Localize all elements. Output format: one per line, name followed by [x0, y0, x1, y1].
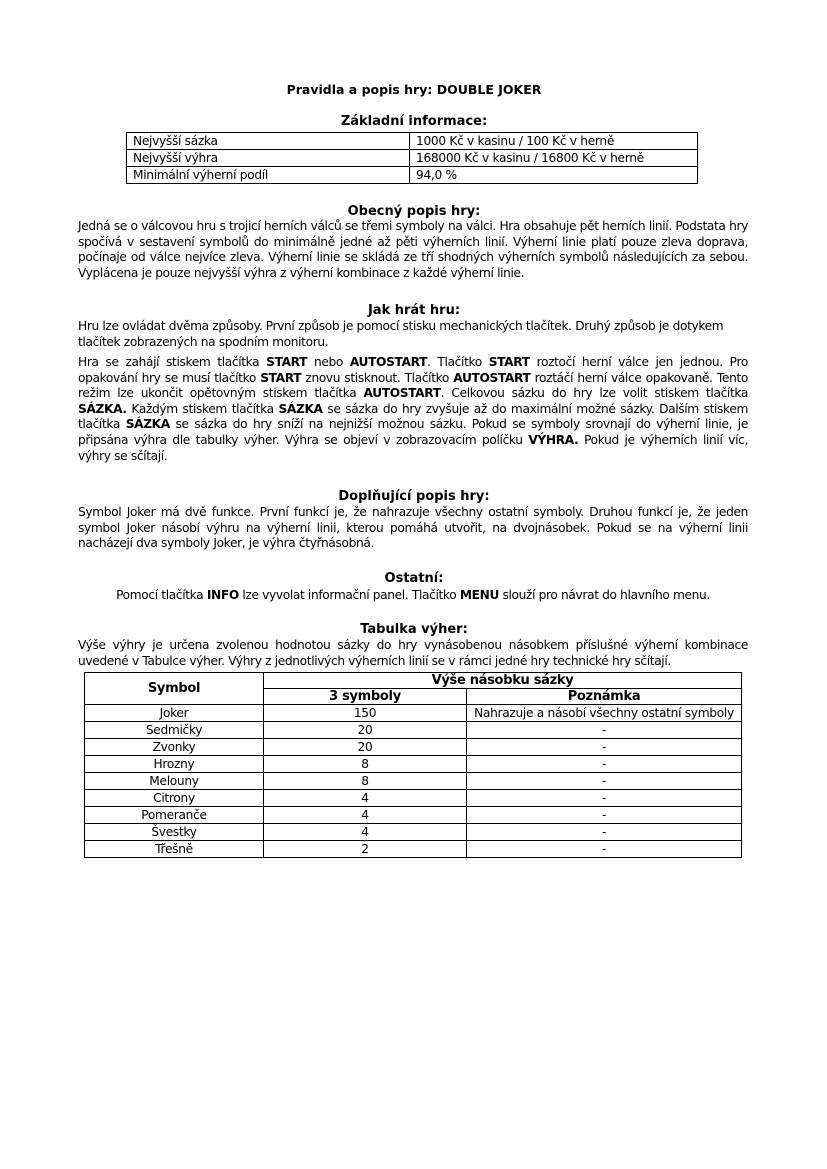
- general-text: Jedná se o válcovou hru s trojicí herních válců se třemi symboly na válci. Hra obsahuje pět herních linií. Podstata hry spočívá v sestavení symbolů do minimálně jedné až pěti výherních linií. Výherní linie platí pouze zleva doprava, počínaje od válce nejvíce zleva. Výherní linie se skládá ze tří shodných výherních symbolů následujících za sebou. Vyplácena je pouze nejvyšší výhra z výherní kombinace z každé výherní linie.: [78, 219, 748, 280]
- table-row: [85, 756, 742, 773]
- col-3-symbols: 3 symboly: [264, 689, 467, 705]
- bold-keyword: START: [488, 355, 530, 369]
- cell-symbol: Zvonky: [85, 739, 264, 756]
- cell-symbol: Hrozny: [85, 756, 264, 773]
- table-header-row: [85, 673, 742, 689]
- other-text: [78, 588, 748, 604]
- info-value: 168000 Kč v kasinu / 16800 Kč v herně: [410, 150, 698, 167]
- text-span: Pokud je výherních linií víc, výhry se sčítají.: [78, 432, 748, 463]
- cell-symbol: Melouny: [85, 773, 264, 790]
- text-span: Pomocí tlačítka: [116, 588, 207, 602]
- text-span: nebo: [307, 355, 350, 369]
- cell-x3: 2: [264, 841, 467, 858]
- bold-keyword: START: [260, 370, 302, 385]
- info-label: Nejvyšší výhra: [127, 150, 410, 167]
- additional-text: Symbol Joker má dvě funkce. První funkcí je, že nahrazuje všechny ostatní symboly. Druhou funkcí je, že jeden symbol Joker násobí výhru na výherní linii, kterou pomáhá utvořit, na dvojnásobek. Pokud se na výherní linii nacházejí dva symboly Joker, je výhra čtyřnásobná.: [78, 505, 748, 551]
- howto-text-1: Hru lze ovládat dvěma způsoby. První způsob je pomocí stisku mechanických tlačítek. Druhý způsob je dotykem tlačítek zobrazených na spodním monitoru.: [78, 319, 724, 349]
- text-span: roztáčí herní válce opakovaně. Tento režim lze ukončit opětovným stiskem tlačítka: [78, 370, 748, 401]
- text-span: roztočí herní válce jen jednou. Pro opakování hry se musí tlačítko: [78, 355, 748, 385]
- bold-keyword: SÁZKA.: [78, 401, 127, 416]
- info-value: 94,0 %: [410, 167, 698, 184]
- table-row: [127, 133, 698, 150]
- text-span: se sázka do hry sníží na nejnižší možnou sázku. Pokud se symboly srovnají do výherní linie, je připsána výhra dle tabulky výher. Výhra se objeví v zobrazovacím políčku: [78, 417, 748, 447]
- cell-x3: 150: [264, 705, 467, 722]
- bold-keyword: SÁZKA: [125, 417, 170, 432]
- table-row: [85, 790, 742, 807]
- cell-note: -: [467, 773, 742, 790]
- cell-x3: 8: [264, 756, 467, 773]
- cell-symbol: Sedmičky: [85, 722, 264, 739]
- col-group: Výše násobku sázky: [264, 673, 742, 689]
- text-span: znovu stisknout. Tlačítko: [301, 370, 454, 385]
- cell-note: -: [467, 722, 742, 739]
- cell-note: -: [467, 841, 742, 858]
- table-row: [127, 167, 698, 184]
- cell-x3: 4: [264, 807, 467, 824]
- text-span: . Tlačítko: [427, 355, 489, 369]
- cell-x3: 4: [264, 824, 467, 841]
- table-row: [85, 841, 742, 858]
- text-span: lze vyvolat informační panel. Tlačítko: [238, 588, 460, 602]
- general-heading: Obecný popis hry:: [347, 204, 481, 219]
- text-span: se sázka do hry zvyšuje až do maximální možné sázky. Dalším stiskem tlačítka: [78, 401, 748, 432]
- cell-note: -: [467, 807, 742, 824]
- info-value: 1000 Kč v kasinu / 100 Kč v herně: [410, 133, 698, 150]
- text-span: Hra se zahájí stiskem tlačítka: [78, 355, 267, 369]
- bold-keyword: MENU: [459, 588, 499, 602]
- text-span: . Celkovou sázku do hry lze volit stiskem tlačítka: [440, 386, 748, 401]
- cell-symbol: Švestky: [85, 824, 264, 841]
- howto-heading: Jak hrát hru:: [367, 303, 461, 318]
- howto-text-2: [78, 355, 748, 464]
- cell-x3: 20: [264, 739, 467, 756]
- bold-keyword: VÝHRA.: [528, 432, 579, 447]
- table-row: [127, 150, 698, 167]
- other-heading: Ostatní:: [384, 571, 444, 586]
- cell-note: -: [467, 756, 742, 773]
- cell-note: -: [467, 790, 742, 807]
- cell-note: Nahrazuje a násobí všechny ostatní symboly: [467, 705, 742, 722]
- bold-keyword: START: [266, 355, 308, 369]
- cell-note: -: [467, 824, 742, 841]
- col-note: Poznámka: [467, 689, 742, 705]
- info-label: Minimální výherní podíl: [127, 167, 410, 184]
- paytable: [84, 672, 742, 858]
- bold-keyword: AUTOSTART: [453, 370, 531, 385]
- bold-keyword: AUTOSTART: [349, 355, 428, 369]
- text-span: Každým stiskem tlačítka: [126, 401, 279, 416]
- table-row: [85, 807, 742, 824]
- cell-symbol: Třešně: [85, 841, 264, 858]
- table-row: [85, 773, 742, 790]
- bold-keyword: AUTOSTART: [363, 386, 441, 401]
- cell-symbol: Pomeranče: [85, 807, 264, 824]
- table-row: [85, 722, 742, 739]
- bold-keyword: SÁZKA: [278, 401, 323, 416]
- table-row: [85, 739, 742, 756]
- table-row: [85, 705, 742, 722]
- cell-x3: 20: [264, 722, 467, 739]
- basic-info-table: [126, 132, 698, 184]
- bold-keyword: INFO: [206, 588, 239, 602]
- col-symbol: Symbol: [85, 673, 264, 705]
- cell-symbol: Joker: [85, 705, 264, 722]
- cell-symbol: Citrony: [85, 790, 264, 807]
- cell-x3: 8: [264, 773, 467, 790]
- paytable-text: Výše výhry je určena zvolenou hodnotou sázky do hry vynásobenou násobkem příslušné výherní kombinace uvedené v Tabulce výher. Výhry z jednotlivých výherních linií se v rámci jedné hry technické hry sčítají.: [78, 638, 748, 668]
- info-label: Nejvyšší sázka: [127, 133, 410, 150]
- table-row: [85, 824, 742, 841]
- basic-info-heading: Základní informace:: [340, 114, 488, 129]
- cell-note: -: [467, 739, 742, 756]
- additional-heading: Doplňující popis hry:: [338, 489, 490, 504]
- text-span: slouží pro návrat do hlavního menu.: [499, 588, 710, 602]
- paytable-heading: Tabulka výher:: [360, 622, 468, 637]
- document-title: Pravidla a popis hry: DOUBLE JOKER: [286, 82, 542, 97]
- cell-x3: 4: [264, 790, 467, 807]
